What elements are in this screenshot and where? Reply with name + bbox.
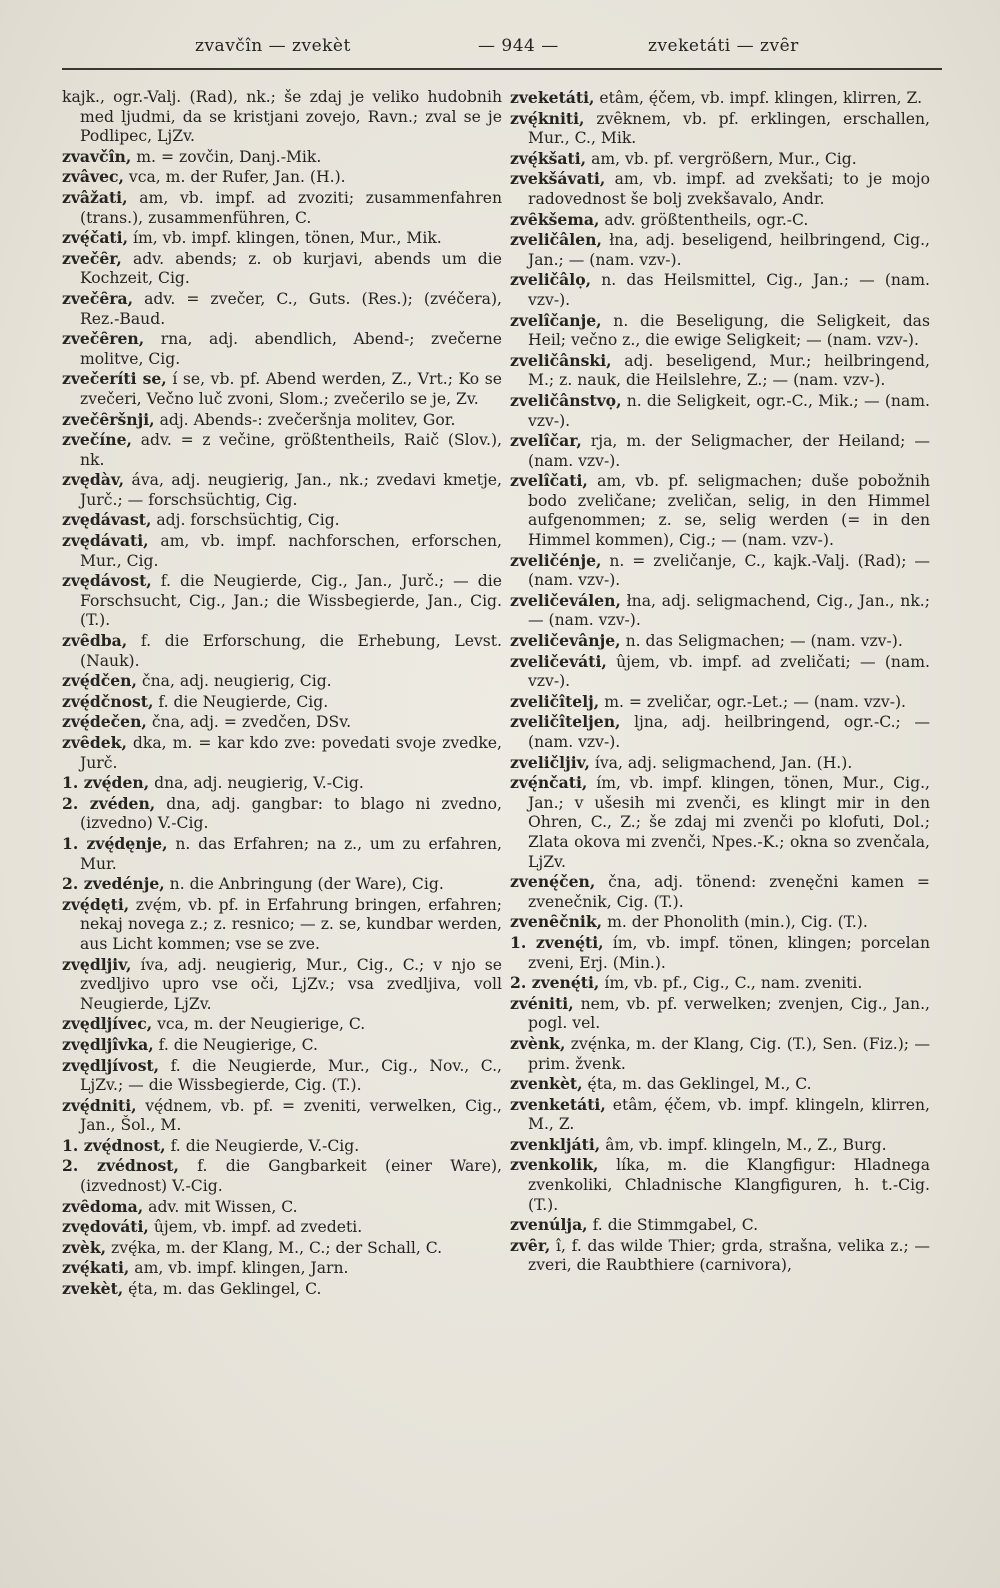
entry-headword: 1. zvenę́ti,: [510, 932, 604, 952]
page-header: [60, 36, 940, 66]
dictionary-entry: [510, 270, 930, 310]
dictionary-entry: [510, 1034, 930, 1074]
dictionary-entry: [62, 794, 502, 834]
entry-definition: adv. = z večine, größtentheils, Raič (Slov.), nk.: [80, 431, 502, 469]
entry-headword: zvȇr,: [510, 1235, 551, 1255]
dictionary-entry: [62, 410, 502, 431]
dictionary-entry: [62, 1035, 502, 1056]
entry-headword: zvę́kšati,: [510, 148, 587, 168]
dictionary-entry: [510, 1155, 930, 1215]
entry-definition: vca, m. der Rufer, Jan. (H.).: [128, 168, 346, 187]
entry-definition: čna, adj. tönend: zvenęčni kamen = zvenečnik, Cig. (T.).: [528, 873, 930, 911]
dictionary-entry: [62, 834, 502, 874]
dictionary-entry: [510, 391, 930, 431]
dictionary-entry: [62, 895, 502, 955]
entry-definition: âm, vb. impf. klingeln, M., Z., Burg.: [605, 1135, 887, 1154]
entry-headword: 1. zvę́den,: [62, 773, 150, 793]
entry-definition: am, vb. impf. ad zvoziti; zusammenfahren (trans.), zusammenführen, C.: [80, 188, 502, 227]
dictionary-entry: [510, 1135, 930, 1156]
entry-definition: am, vb. pf. vergrößern, Mur., Cig.: [591, 149, 857, 168]
entry-definition: dka, m. = kar kdo zve: povedati svoje zvedke, Jurč.: [80, 734, 502, 772]
entry-headword: zveličânstvọ,: [510, 390, 622, 410]
dictionary-entry: [62, 88, 502, 147]
dictionary-entry: [62, 1014, 502, 1035]
left-column: [62, 88, 502, 1300]
entry-headword: zvečȇra,: [62, 288, 134, 308]
dictionary-entry: [62, 571, 502, 631]
dictionary-entry: [62, 955, 502, 1015]
entry-headword: zvę́kniti,: [510, 108, 585, 128]
entry-definition: adv. = zvečer, C., Guts. (Res.); (zvéčera), Rez.-Baud.: [80, 289, 502, 328]
entry-headword: zvečȇršnji,: [62, 409, 155, 429]
entry-headword: zvędljiv,: [62, 954, 132, 974]
entry-headword: zveličâlọ,: [510, 270, 592, 290]
dictionary-entry: [62, 329, 502, 369]
entry-definition: ím, vb. pf., Cig., C., nam. zveniti.: [604, 974, 863, 993]
entry-headword: zvę́čati,: [62, 228, 128, 248]
entry-definition: łna, adj. beseligend, heilbringend, Cig., Jan.; — (nam. vzv-).: [528, 231, 931, 269]
dictionary-entry: [510, 994, 930, 1034]
entry-definition: čna, adj. neugierig, Cig.: [141, 672, 332, 691]
entry-definition: zvę́ka, m. der Klang, M., C.; der Schall, C.: [111, 1238, 443, 1257]
entry-definition: rna, adj. abendlich, Abend-; zvečerne molitve, Cig.: [80, 330, 502, 368]
entry-definition: î, f. das wilde Thier; grda, strašna, velika z.; — zveri, die Raubthiere (carnivora),: [528, 1236, 930, 1275]
dictionary-entry: [510, 311, 930, 351]
entry-definition: adv. größtentheils, ogr.-C.: [604, 210, 809, 229]
entry-headword: zvę́dčnost,: [62, 691, 154, 711]
entry-headword: zveličénje,: [510, 550, 602, 570]
entry-definition: líka, m. die Klangfigur: Hladnega zvenkoliki, Chladnische Klangfiguren, h. t.-Cig. (T.).: [528, 1156, 930, 1214]
entry-headword: zvędávost,: [62, 571, 152, 591]
entry-headword: 2. zvédnost,: [62, 1156, 179, 1176]
dictionary-entry: [510, 88, 930, 109]
entry-definition: í se, vb. pf. Abend werden, Z., Vrt.; Ko se zvečeri, Večno luč zvoni, Slom.; zvečerilo se je, Zv.: [80, 370, 502, 408]
dictionary-entry: [510, 591, 930, 631]
entry-headword: zvavčîn,: [62, 146, 132, 166]
entry-headword: zvȇdba,: [62, 631, 128, 651]
entry-definition: zvę́nka, m. der Klang, Cig. (T.), Sen. (Fiz.); — prim. žvenk.: [528, 1034, 930, 1073]
entry-headword: zvâvec,: [62, 167, 124, 187]
dictionary-entry: [510, 351, 930, 391]
entry-definition: čna, adj. = zvedčen, DSv.: [151, 713, 352, 732]
dictionary-entry: [62, 1279, 502, 1300]
entry-definition: f. die Neugierde, Cig., Jan., Jurč.; — die Forschsucht, Cig., Jan.; die Wissbegierde, Jan., Cig. (T.).: [80, 572, 502, 630]
dictionary-entry: [62, 733, 502, 773]
dictionary-entry: [62, 773, 502, 794]
dictionary-entry: [510, 1236, 930, 1276]
dictionary-entry: [510, 973, 930, 994]
entry-definition: vę́dnem, vb. pf. = zveniti, verwelken, Cig., Jan., Šol., M.: [80, 1096, 502, 1135]
entry-definition: ę́ta, m. das Geklingel, C.: [128, 1280, 322, 1299]
entry-headword: zvenkolik,: [510, 1155, 599, 1175]
entry-headword: zvelîčanje,: [510, 310, 602, 330]
dictionary-entry: [510, 471, 930, 550]
entry-definition: łna, adj. seligmachend, Cig., Jan., nk.; — (nam. vzv-).: [528, 591, 930, 630]
entry-definition: rja, m. der Seligmacher, der Heiland; — (nam. vzv-).: [528, 432, 930, 470]
dictionary-entry: [510, 872, 930, 912]
entry-definition: ę́ta, m. das Geklingel, M., C.: [587, 1075, 812, 1094]
dictionary-entry: [62, 369, 502, 409]
entry-headword: zvečȇr,: [62, 248, 122, 268]
entry-headword: zvâžati,: [62, 187, 128, 207]
entry-headword: zveličeváti,: [510, 651, 607, 671]
entry-definition: ûjem, vb. impf. ad zveličati; — (nam. vzv-).: [528, 652, 930, 691]
entry-definition: adv. mit Wissen, C.: [148, 1197, 298, 1216]
entry-definition: dna, adj. neugierig, V.-Cig.: [154, 774, 364, 793]
dictionary-entry: [62, 531, 502, 571]
entry-headword: zvenúlja,: [510, 1215, 588, 1235]
entry-headword: zveličîtelj,: [510, 691, 600, 711]
dictionary-entry: [62, 692, 502, 713]
entry-definition: ljna, adj. heilbringend, ogr.-C.; — (nam. vzv-).: [528, 713, 930, 751]
dictionary-entry: [510, 773, 930, 872]
entry-definition: f. die Gangbarkeit (einer Ware), (izvednost) V.-Cig.: [80, 1157, 502, 1196]
dictionary-entry: [62, 147, 502, 168]
entry-headword: zvę́dniti,: [62, 1095, 137, 1115]
entry-definition: f. die Erforschung, die Erhebung, Levst. (Nauk).: [80, 632, 502, 670]
entry-headword: 2. zvéden,: [62, 793, 156, 813]
entry-definition: am, vb. pf. seligmachen; duše pobožnih bodo zveličane; zveličan, selig, in den Himmel aufgenommen; z. se, selig werden (= in den Himmel kommen), Cig.; — (nam. vzv-).: [528, 472, 930, 550]
dictionary-entry: [62, 1056, 502, 1096]
entry-headword: zvenȇčnik,: [510, 912, 603, 932]
dictionary-entry: [62, 249, 502, 289]
entry-headword: zvę́nčati,: [510, 773, 588, 793]
entry-headword: zvečeríti se,: [62, 369, 167, 389]
dictionary-entry: [62, 1258, 502, 1279]
entry-headword: zveličîteljen,: [510, 712, 621, 732]
entry-headword: 2. zvedénje,: [62, 874, 165, 894]
entry-definition: ûjem, vb. impf. ad zvedeti.: [153, 1218, 363, 1237]
entry-headword: zvȇdoma,: [62, 1196, 144, 1216]
dictionary-entry: [510, 933, 930, 973]
entry-definition: nem, vb. pf. verwelken; zvenjen, Cig., Jan., pogl. vel.: [528, 994, 930, 1033]
entry-definition: adj. Abends-: zvečeršnja molitev, Gor.: [159, 410, 456, 429]
dictionary-entry: [62, 430, 502, 470]
entry-definition: f. die Neugierige, C.: [158, 1035, 318, 1054]
entry-headword: zvędávati,: [62, 531, 149, 551]
dictionary-entry: [62, 1217, 502, 1238]
dictionary-entry: [510, 551, 930, 591]
entry-headword: zvelîčati,: [510, 471, 588, 491]
entry-definition: adv. abends; z. ob kurjavi, abends um die Kochzeit, Cig.: [80, 249, 502, 288]
dictionary-entry: [62, 1096, 502, 1136]
entry-headword: 2. zvenę́ti,: [510, 973, 600, 993]
entry-definition: íva, adj. seligmachend, Jan. (H.).: [594, 753, 853, 772]
dictionary-entry: [62, 1238, 502, 1259]
entry-headword: 1. zvę́dęnje,: [62, 833, 168, 853]
entry-definition: ím, vb. impf. tönen, klingen; porcelan zveni, Erj. (Min.).: [528, 933, 930, 972]
entry-definition: zvę́m, vb. pf. in Erfahrung bringen, erfahren; nekaj novega z.; z. resnico; — z. se, kundbar werden, aus Licht kommen; vse se zve.: [80, 895, 502, 953]
entry-headword: 1. zvę́dnost,: [62, 1135, 166, 1155]
entry-definition: ím, vb. impf. klingen, tönen, Mur., Cig., Jan.; v ušesih mi zvenči, es klingt mir in den Ohren, C., Z.; še zdaj mi zvenči po klofuti, Dol.; Zlata okova mi zvenči, Npes.-K.; okna so zvenčala, LjZv.: [528, 774, 930, 871]
entry-definition: ím, vb. impf. klingen, tönen, Mur., Mik.: [132, 229, 442, 248]
entry-headword: zvekèt,: [62, 1279, 124, 1299]
entry-definition: n. das Seligmachen; — (nam. vzv-).: [625, 632, 903, 651]
entry-headword: zvelîčar,: [510, 431, 582, 451]
header-rule: [62, 68, 942, 70]
dictionary-entry: [510, 230, 930, 270]
dictionary-entry: [62, 188, 502, 228]
entry-headword: zvenkljáti,: [510, 1134, 601, 1154]
entry-headword: zvenę́čen,: [510, 872, 596, 892]
entry-definition: am, vb. impf. klingen, Jarn.: [134, 1259, 349, 1278]
entry-headword: zvę́kati,: [62, 1258, 130, 1278]
entry-headword: zvędávast,: [62, 510, 152, 530]
entry-definition: n. das Heilsmittel, Cig., Jan.; — (nam. vzv-).: [528, 271, 930, 309]
entry-definition: dna, adj. gangbar: to blago ni zvedno, (izvedno) V.-Cig.: [80, 794, 502, 833]
dictionary-entry: [62, 470, 502, 510]
entry-headword: zvečíne,: [62, 430, 132, 450]
entry-definition: etâm, ę́čem, vb. impf. klingeln, klirren, M., Z.: [528, 1095, 930, 1134]
entry-headword: zvę́dčen,: [62, 671, 137, 691]
dictionary-entry: [62, 1156, 502, 1196]
entry-headword: zvę́dečen,: [62, 712, 147, 732]
entry-headword: zvȇdek,: [62, 733, 127, 752]
entry-definition: am, vb. impf. nachforschen, erforschen, Mur., Cig.: [80, 532, 502, 570]
entry-headword: zveličeválen,: [510, 590, 621, 610]
dictionary-entry: [510, 1074, 930, 1095]
entry-headword: zveličljiv,: [510, 752, 590, 772]
entry-headword: zvènk,: [510, 1033, 566, 1053]
entry-headword: zveličânski,: [510, 350, 612, 370]
dictionary-entry: [510, 712, 930, 752]
dictionary-entry: [510, 431, 930, 471]
dictionary-entry: [510, 169, 930, 209]
entry-headword: zvędljîvka,: [62, 1034, 154, 1054]
dictionary-entry: [510, 753, 930, 774]
entry-headword: zvenketáti,: [510, 1094, 606, 1114]
entry-definition: m. = zovčin, Danj.-Mik.: [136, 147, 322, 166]
entry-headword: zvędováti,: [62, 1217, 149, 1237]
entry-definition: n. = zveličanje, C., kajk.-Valj. (Rad); — (nam. vzv-).: [528, 551, 930, 590]
dictionary-entry: [510, 109, 930, 149]
entry-definition: etâm, ę́čem, vb. impf. klingen, klirren, Z.: [599, 89, 923, 107]
entry-headword: zvędljívost,: [62, 1055, 160, 1075]
entry-headword: zvečȇren,: [62, 329, 145, 349]
entry-headword: zvéniti,: [510, 993, 574, 1013]
dictionary-entry: [62, 631, 502, 671]
page-number: — 944 —: [478, 36, 559, 56]
entry-definition: n. das Erfahren; na z., um zu erfahren, Mur.: [80, 834, 502, 873]
dictionary-entry: [62, 1136, 502, 1157]
dictionary-entry: [510, 210, 930, 231]
entry-definition: zvȇknem, vb. pf. erklingen, erschallen, Mur., C., Mik.: [528, 109, 930, 148]
entry-definition: f. die Neugierde, Mur., Cig., Nov., C., LjZv.; — die Wissbegierde, Cig. (T.).: [80, 1056, 502, 1095]
dictionary-entry: [62, 1197, 502, 1218]
header-right-guideword: zveketáti — zvȇr: [648, 36, 799, 56]
entry-definition: n. die Seligkeit, ogr.-C., Mik.; — (nam. vzv-).: [528, 391, 930, 430]
entry-headword: zvę́dęti,: [62, 894, 130, 914]
entry-definition: am, vb. impf. ad zvekšati; to je mojo radovednost še bolj zvekšavalo, Andr.: [528, 170, 930, 208]
entry-headword: zvekšávati,: [510, 169, 606, 189]
entry-definition: n. die Beseligung, die Seligkeit, das Heil; večno z., die ewige Seligkeit; — (nam. vzv-).: [528, 311, 930, 350]
dictionary-entry: [510, 149, 930, 170]
right-column: [510, 88, 930, 1276]
dictionary-entry: [62, 671, 502, 692]
entry-definition: f. die Neugierde, Cig.: [158, 692, 329, 711]
entry-headword: zvèk,: [62, 1237, 107, 1257]
dictionary-entry: [510, 912, 930, 933]
dictionary-entry: [62, 510, 502, 531]
header-left-guideword: zvavčîn — zvekèt: [195, 36, 351, 56]
dictionary-entry: [62, 167, 502, 188]
entry-headword: zveličâlen,: [510, 230, 602, 250]
entry-definition: m. = zveličar, ogr.-Let.; — (nam. vzv-).: [604, 692, 907, 711]
dictionary-entry: [510, 631, 930, 652]
entry-definition: f. die Neugierde, V.-Cig.: [170, 1136, 360, 1155]
entry-definition: n. die Anbringung (der Ware), Cig.: [169, 875, 444, 894]
entry-headword: zveličevânje,: [510, 631, 621, 651]
entry-definition: áva, adj. neugierig, Jan., nk.; zvedavi kmetje, Jurč.; — forschsüchtig, Cig.: [80, 471, 502, 509]
entry-definition: íva, adj. neugierig, Mur., Cig., C.; v njo se zvedljivo upro vse oči, LjZv.; vsa zvedljiva, voll Neugierde, LjZv.: [80, 955, 502, 1013]
entry-headword: zvenkèt,: [510, 1074, 583, 1094]
entry-definition: vca, m. der Neugierige, C.: [157, 1015, 366, 1034]
entry-headword: zvȇkšema,: [510, 209, 600, 229]
dictionary-entry: [62, 874, 502, 895]
entry-headword: zveketáti,: [510, 88, 595, 107]
entry-definition: adj. beseligend, Mur.; heilbringend, M.; z. nauk, die Heilslehre, Z.; — (nam. vzv-).: [528, 351, 930, 390]
dictionary-entry: [62, 712, 502, 733]
entry-headword: zvędljívec,: [62, 1014, 153, 1034]
dictionary-entry: [510, 1215, 930, 1236]
entry-definition: m. der Phonolith (min.), Cig. (T.).: [607, 913, 868, 932]
entry-headword: zvędàv,: [62, 470, 125, 490]
dictionary-entry: [62, 289, 502, 329]
dictionary-entry: [510, 1095, 930, 1135]
entry-definition: adj. forschsüchtig, Cig.: [156, 511, 340, 530]
entry-definition: f. die Stimmgabel, C.: [592, 1216, 759, 1235]
dictionary-entry: [510, 692, 930, 713]
dictionary-entry: [510, 652, 930, 692]
entry-definition: kajk., ogr.-Valj. (Rad), nk.; še zdaj je veliko hudobnih med ljudmi, da se kristjani zovejo, Ravn.; zval se je Podlipec, LjZv.: [62, 88, 502, 146]
dictionary-entry: [62, 228, 502, 249]
